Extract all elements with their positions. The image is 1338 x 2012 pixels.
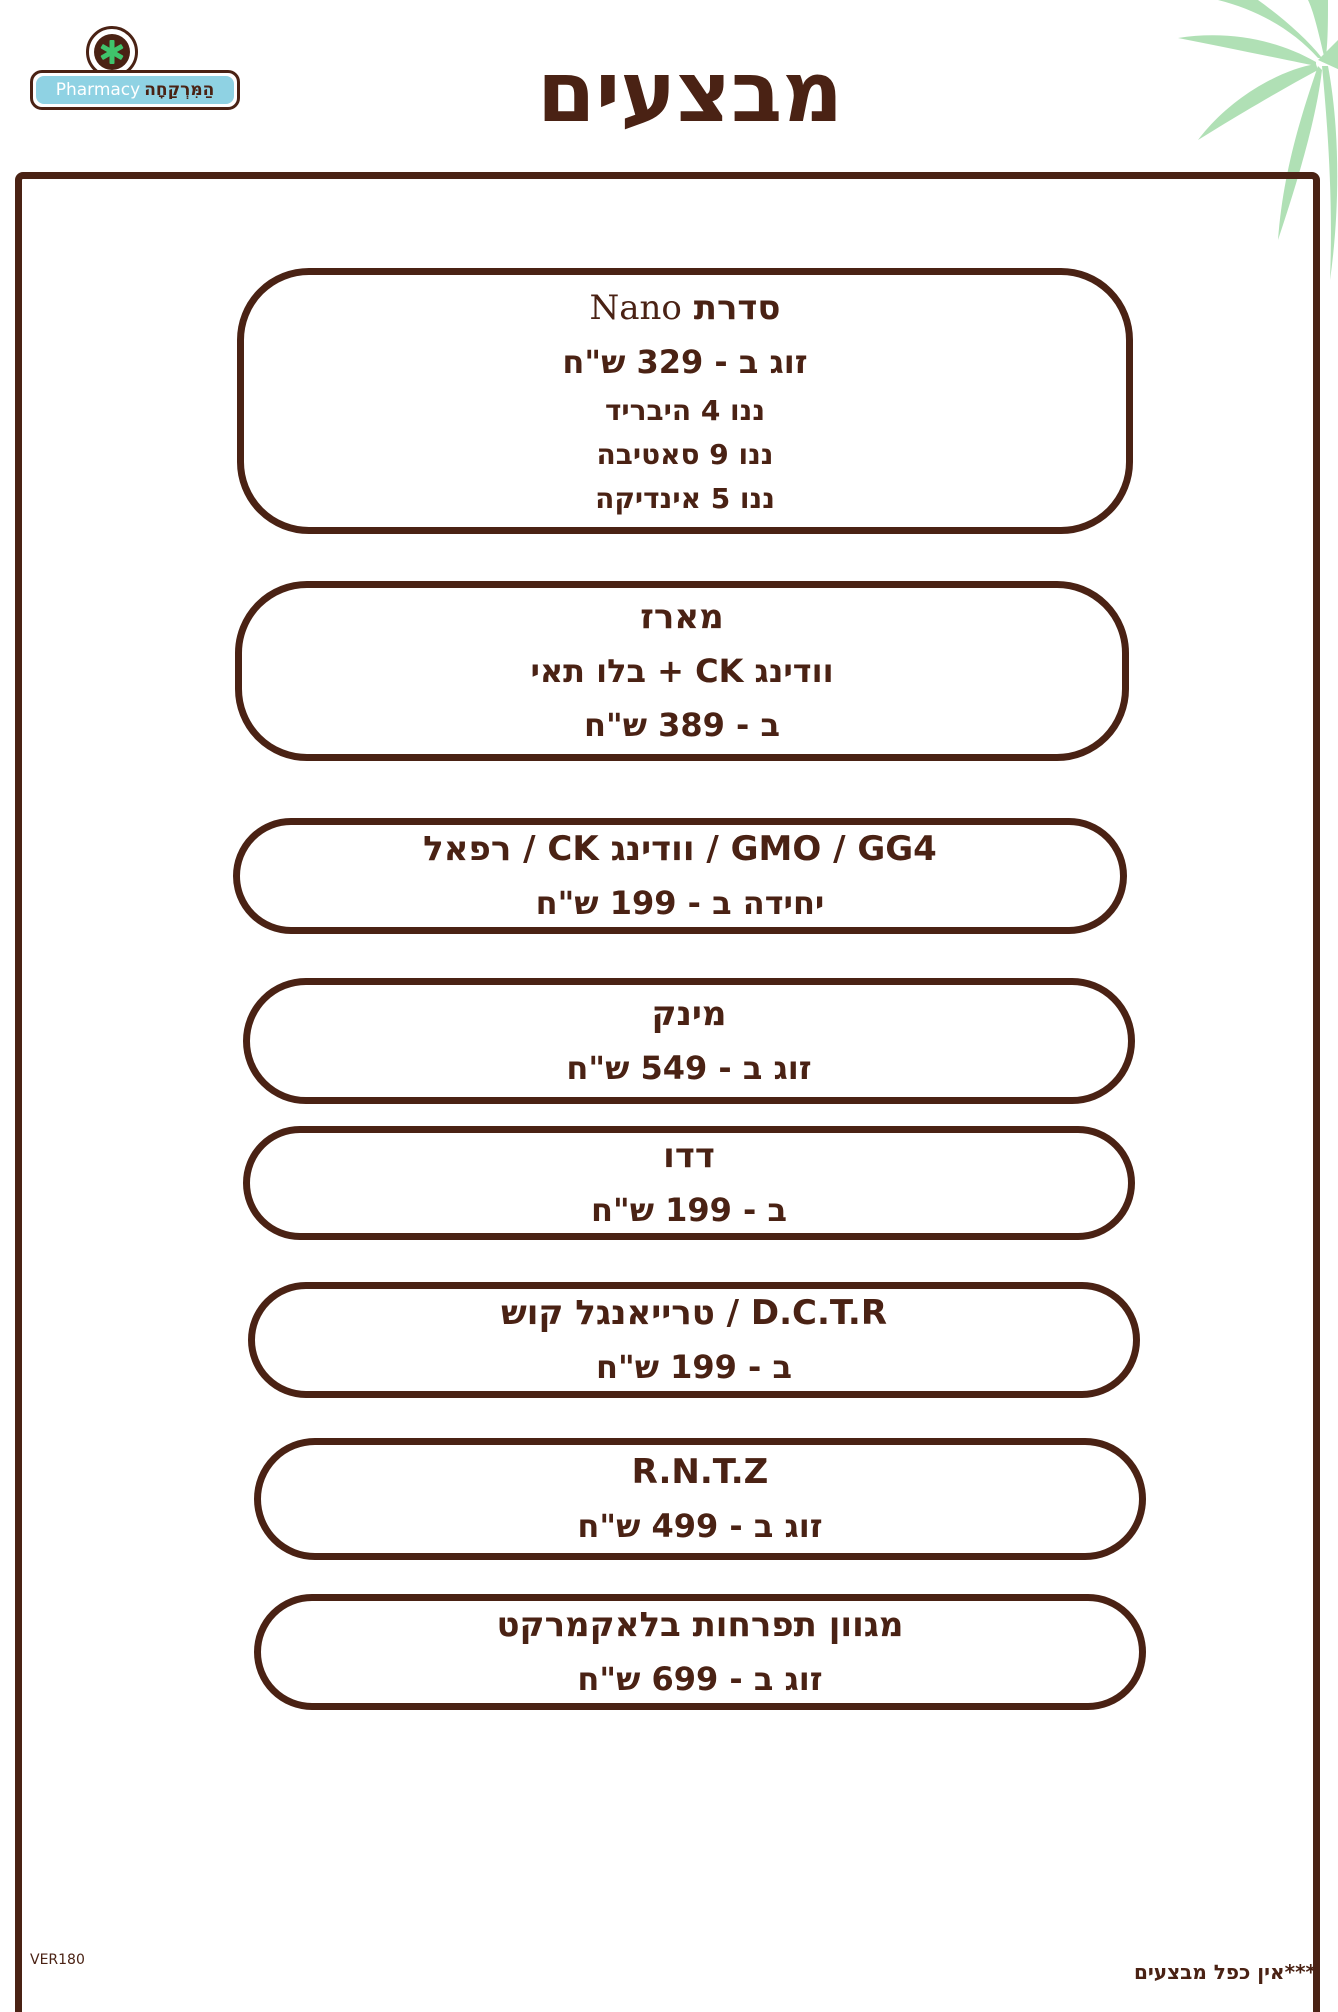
deal-line xyxy=(591,1183,787,1237)
deal-card xyxy=(233,818,1127,934)
deal-text: ב - 199 ש"ח xyxy=(596,1348,792,1386)
version-label: VER180 xyxy=(30,1952,85,1968)
deal-line xyxy=(597,433,774,477)
deal-title xyxy=(589,281,780,335)
medical-star-icon xyxy=(99,39,125,65)
deal-card xyxy=(254,1438,1146,1560)
deal-text: זוג ב - 549 ש"ח xyxy=(566,1049,812,1087)
deal-text: מארז xyxy=(640,597,724,637)
deal-line xyxy=(577,1499,822,1553)
deal-line xyxy=(536,876,825,930)
deal-text: R.N.T.Z xyxy=(631,1452,769,1492)
deal-text: מינק xyxy=(651,994,727,1034)
deal-text: מגוון תפרחות בלאקמרקט xyxy=(496,1605,904,1645)
deal-line xyxy=(577,1652,822,1706)
deal-text: GMO / GG4 / וודינג CK / רפאל xyxy=(423,829,937,869)
deal-card xyxy=(248,1282,1140,1398)
deal-line xyxy=(596,1340,792,1394)
deal-line xyxy=(566,1041,811,1095)
deal-text: זוג ב - 499 ש"ח xyxy=(577,1507,823,1545)
deal-text: ב - 199 ש"ח xyxy=(591,1191,787,1229)
deal-card xyxy=(254,1594,1146,1710)
deal-line xyxy=(595,477,775,521)
deal-text: דדו xyxy=(663,1136,715,1176)
deal-line xyxy=(584,698,780,752)
page-title: מבצעים xyxy=(536,43,844,141)
deal-text: D.C.T.R / טרייאנגל קוש xyxy=(500,1293,888,1333)
deal-title xyxy=(663,1129,715,1183)
deal-text: ננו 5 אינדיקה xyxy=(595,482,775,515)
deal-text: זוג ב - 329 ש"ח xyxy=(562,343,808,381)
deal-text: יחידה ב - 199 ש"ח xyxy=(535,884,825,922)
deal-card xyxy=(243,1126,1135,1240)
disclaimer: ***אין כפל מבצעים xyxy=(1133,1960,1316,1984)
deal-title xyxy=(496,1598,903,1652)
deal-text: זוג ב - 699 ש"ח xyxy=(577,1660,823,1698)
deal-latin-text: Nano xyxy=(589,288,682,328)
deal-title xyxy=(640,590,723,644)
deal-text: ב - 389 ש"ח xyxy=(584,706,780,744)
deal-title xyxy=(423,822,937,876)
deal-card xyxy=(243,978,1135,1104)
deal-card xyxy=(235,581,1129,761)
deal-title xyxy=(632,1445,769,1499)
deal-title xyxy=(651,987,726,1041)
deal-title xyxy=(501,1286,887,1340)
logo-text-he: הַמִּרְקַחָה xyxy=(144,79,215,100)
deal-text: וודינג CK + בלו תאי xyxy=(530,652,834,690)
deal-text: סדרת xyxy=(681,288,781,328)
deal-text: ננו 9 סאטיבה xyxy=(596,438,774,471)
deal-card xyxy=(237,268,1133,534)
deal-line xyxy=(530,644,833,698)
deal-text: ננו 4 היבריד xyxy=(604,394,766,427)
deal-line xyxy=(562,335,807,389)
pharmacy-logo xyxy=(30,22,242,116)
logo-bar xyxy=(30,70,240,110)
deal-line xyxy=(605,389,765,433)
logo-text-en: Pharmacy xyxy=(55,79,141,100)
